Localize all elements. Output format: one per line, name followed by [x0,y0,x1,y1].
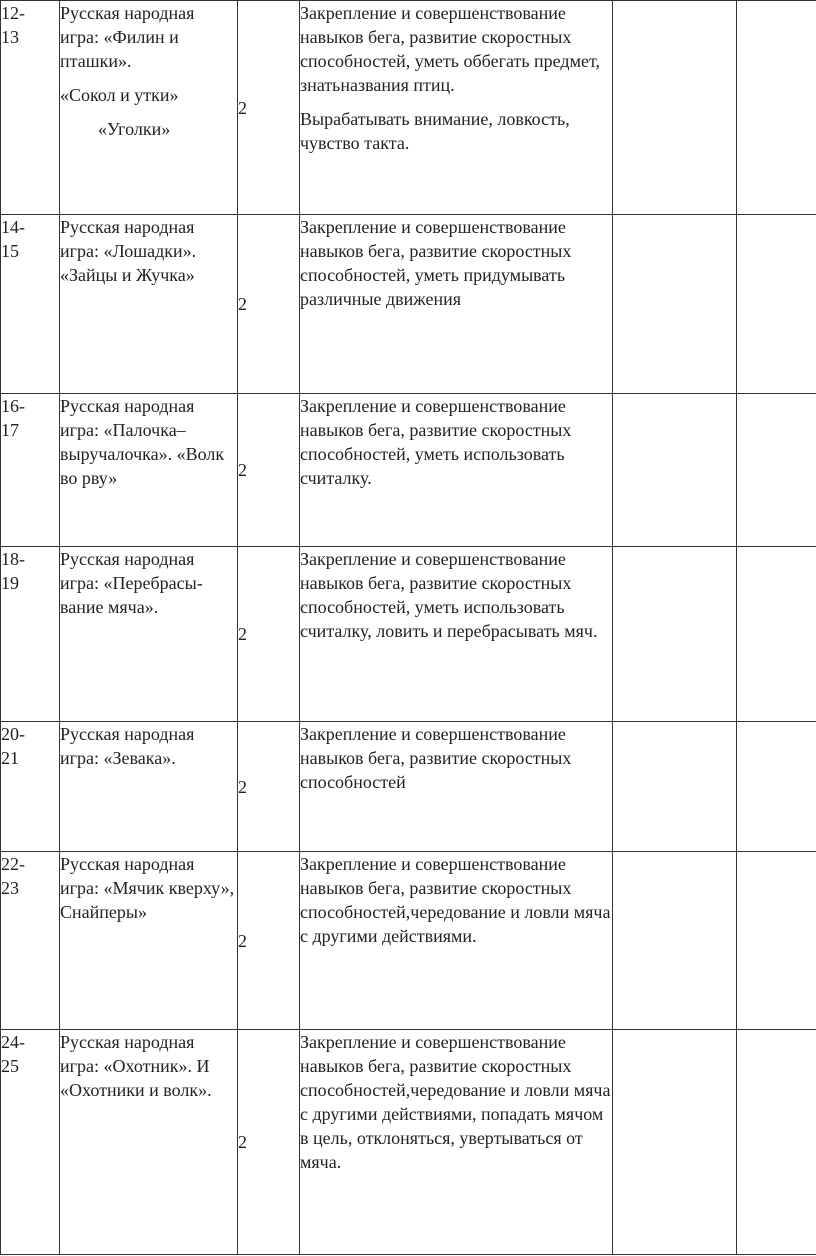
lesson-goals [300,722,613,852]
empty-cell [613,215,737,394]
topic-text: Русская народная игра: «Мячик кверху», Снайперы» [60,854,235,922]
lesson-topic [60,1,238,215]
hours-text: 2 [238,624,247,644]
lesson-topic [60,394,238,547]
hours-text: 2 [238,460,247,480]
lesson-goals [300,547,613,722]
hours-text: 2 [238,1132,247,1152]
lesson-hours [238,547,300,722]
lesson-number-text: 16- 17 [1,396,25,440]
topic-text: Русская народная игра: «Охотник». И «Охотники и волк». [60,1032,212,1100]
lesson-hours [238,1,300,215]
lesson-goals [300,215,613,394]
goals-text: Закрепление и совершенствование навыков бега, развитие скоростных способностей, уметь использовать считалку, ловить и перебрасывать мяч. [300,549,598,641]
goals-extra-text: Вырабатывать внимание, ловкость, чувство такта. [300,109,570,153]
table-row [1,722,816,852]
hours-text: 2 [238,97,247,118]
lesson-number-text: 18- 19 [1,549,25,593]
table-row [1,1,816,215]
lesson-hours [238,1030,300,1255]
goals-text: Закрепление и совершенствование навыков бега, развитие скоростных способностей [300,724,572,792]
topic-text: Русская народная игра: «Перебрасы-вание мяча». [60,549,203,617]
lesson-topic [60,722,238,852]
lesson-goals [300,852,613,1030]
table-row [1,1030,816,1255]
table-row [1,215,816,394]
lesson-topic [60,852,238,1030]
lesson-number [1,1,60,215]
hours-text: 2 [238,294,247,314]
table-row [1,547,816,722]
empty-cell [613,1030,737,1255]
lesson-number-text: 12- 13 [1,3,25,47]
topic-text: Русская народная игра: «Палочка– выручалочка». «Волк во рву» [60,396,225,488]
empty-cell [737,1,816,215]
lesson-goals [300,1030,613,1255]
lesson-goals [300,394,613,547]
hours-text: 2 [238,776,247,797]
goals-text: Закрепление и совершенствование навыков бега, развитие скоростных способностей,чередование и ловли мяча с другими действиями, попадать мячом в цель, отклоняться, увертываться от мяча. [300,1032,611,1172]
topic-extra-text: «Уголки» [98,119,171,139]
lesson-goals [300,1,613,215]
lesson-number-text: 22- 23 [1,854,25,898]
lesson-topic [60,1030,238,1255]
empty-cell [737,394,816,547]
empty-cell [613,1,737,215]
lesson-hours [238,852,300,1030]
table-row [1,852,816,1030]
lesson-number [1,1030,60,1255]
lesson-hours [238,394,300,547]
table-row [1,394,816,547]
empty-cell [737,547,816,722]
topic-text: Русская народная игра: «Зевака». [60,724,195,768]
lesson-number [1,852,60,1030]
goals-text: Закрепление и совершенствование навыков бега, развитие скоростных способностей,чередование и ловли мяча с другими действиями. [300,854,611,946]
lesson-topic [60,215,238,394]
empty-cell [613,852,737,1030]
goals-text: Закрепление и совершенствование навыков бега, развитие скоростных способностей, уметь оббегать предмет, знатьназвания птиц. [300,3,600,95]
lesson-number [1,547,60,722]
topic-extra-text: «Сокол и утки» [60,85,179,105]
lesson-hours [238,215,300,394]
lesson-number [1,722,60,852]
lesson-hours [238,722,300,852]
goals-text: Закрепление и совершенствование навыков бега, развитие скоростных способностей, уметь придумывать различные движения [300,217,572,309]
empty-cell [737,722,816,852]
empty-cell [737,852,816,1030]
lesson-number [1,215,60,394]
lesson-number-text: 20- 21 [1,724,25,768]
empty-cell [613,722,737,852]
lesson-number-text: 14- 15 [1,217,25,261]
goals-text: Закрепление и совершенствование навыков бега, развитие скоростных способностей, уметь использовать считалку. [300,396,572,488]
empty-cell [737,1030,816,1255]
lesson-number [1,394,60,547]
lesson-number-text: 24- 25 [1,1032,25,1076]
topic-text: Русская народная игра: «Лошадки». «Зайцы и Жучка» [60,217,197,285]
hours-text: 2 [238,930,247,951]
empty-cell [737,215,816,394]
topic-text: Русская народная игра: «Филин и пташки». [60,3,195,71]
lesson-topic [60,547,238,722]
empty-cell [613,547,737,722]
empty-cell [613,394,737,547]
